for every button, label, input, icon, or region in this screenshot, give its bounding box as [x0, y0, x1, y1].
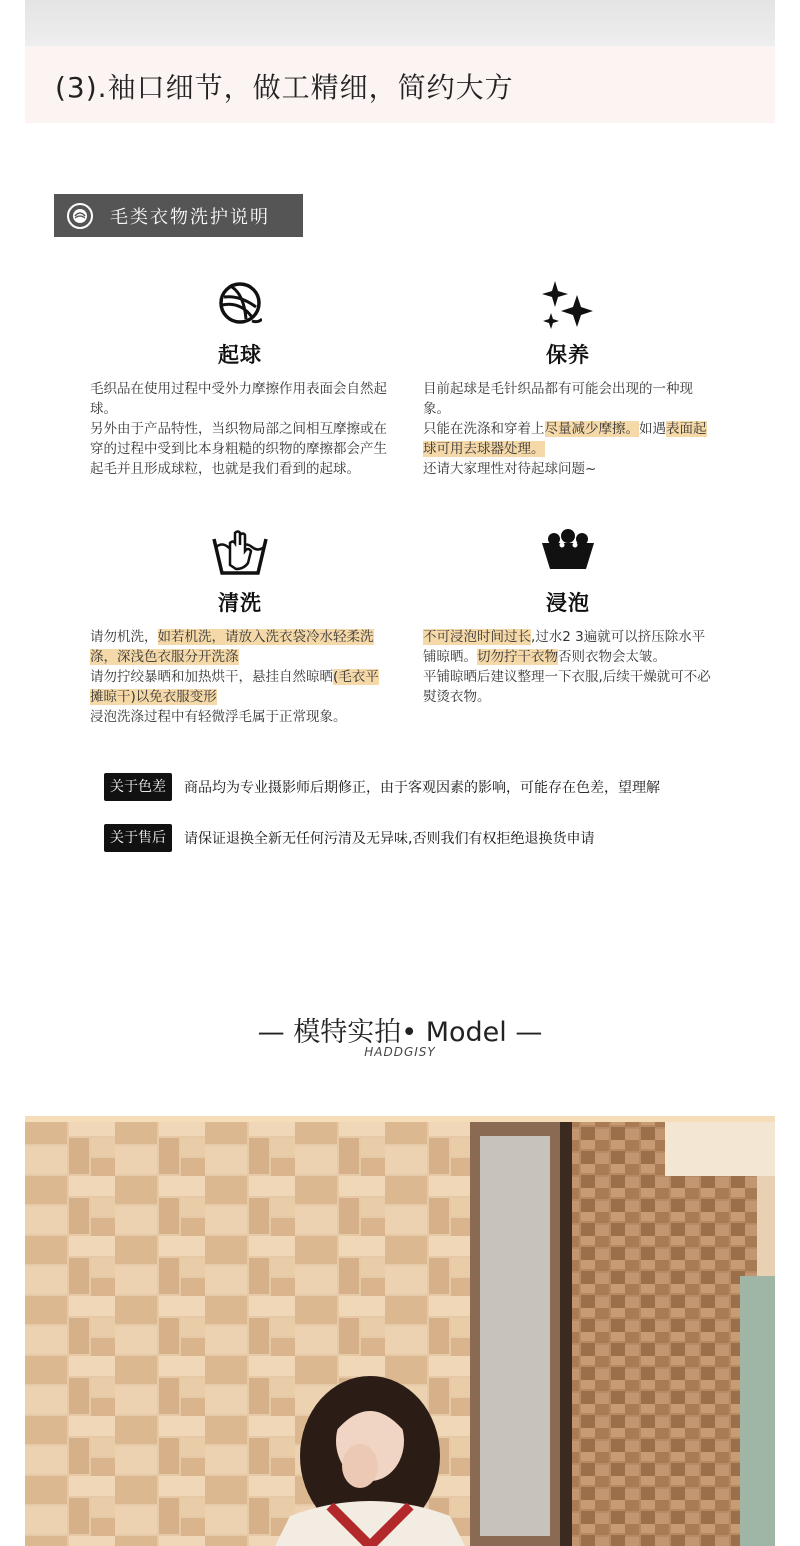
top-photo-strip [25, 0, 775, 46]
care-instructions-header [54, 194, 303, 237]
section-text: 请勿机洗，如若机洗，请放入洗衣袋冷水轻柔洗涤，深浅色衣服分开洗涤 请勿拧绞暴晒和加热烘干，悬挂自然晾晒(毛衣平摊晾干)以免衣服变形 浸泡洗涤过程中有轻微浮毛属于正常现象。 [90, 629, 379, 725]
wool-logo-icon [66, 202, 94, 230]
model-section-subtitle: HADDGISY [364, 1045, 436, 1059]
section-text: 不可浸泡时间过长,过水2 3遍就可以挤压除水平铺晾晒。切勿拧干衣物否则衣物会太皱。 平铺晾晒后建议整理一下衣服,后续干燥就可不必熨烫衣物。 [423, 629, 711, 705]
hand-wash-icon [212, 529, 268, 577]
section-text: 目前起球是毛针织品都有可能会出现的一种现象。 只能在洗涤和穿着上尽量减少摩擦。如遇表面起球可用去球器处理。 还请大家理性对待起球问题~ [423, 381, 707, 477]
caption-band [25, 46, 775, 123]
section-title: 清洗 [218, 591, 262, 615]
section-soaking [423, 529, 713, 707]
section-washing [90, 529, 390, 727]
section-pilling [90, 281, 390, 479]
section-text: 毛织品在使用过程中受外力摩擦作用表面会自然起球。 另外由于产品特性，当织物局部之间相互摩擦或在穿的过程中受到比本身粗糙的织物的摩擦都会产生起毛并且形成球粒，也就是我们看到的起球。 [90, 381, 387, 477]
soak-basin-icon [540, 529, 596, 571]
sparkle-icon [541, 281, 595, 331]
notice-text: 请保证退换全新无任何污清及无异味,否则我们有权拒绝退换货申请 [184, 831, 595, 847]
model-photo [25, 1116, 775, 1546]
section-title: 浸泡 [546, 591, 590, 615]
notice-after-sales [104, 824, 594, 852]
notice-color-difference [104, 773, 660, 801]
notice-text: 商品均为专业摄影师后期修正，由于客观因素的影响，可能存在色差，望理解 [184, 780, 660, 796]
care-header-title: 毛类衣物洗护说明 [110, 206, 270, 228]
detail-caption: (3).袖口细节，做工精细，简约大方 [55, 71, 514, 104]
yarn-ball-icon [218, 281, 262, 325]
section-title: 保养 [546, 343, 590, 367]
model-section-title: — 模特实拍• Model — [257, 1017, 543, 1048]
section-maintenance [423, 281, 713, 479]
notice-tag: 关于售后 [104, 824, 172, 852]
notice-tag: 关于色差 [104, 773, 172, 801]
section-title: 起球 [218, 343, 262, 367]
